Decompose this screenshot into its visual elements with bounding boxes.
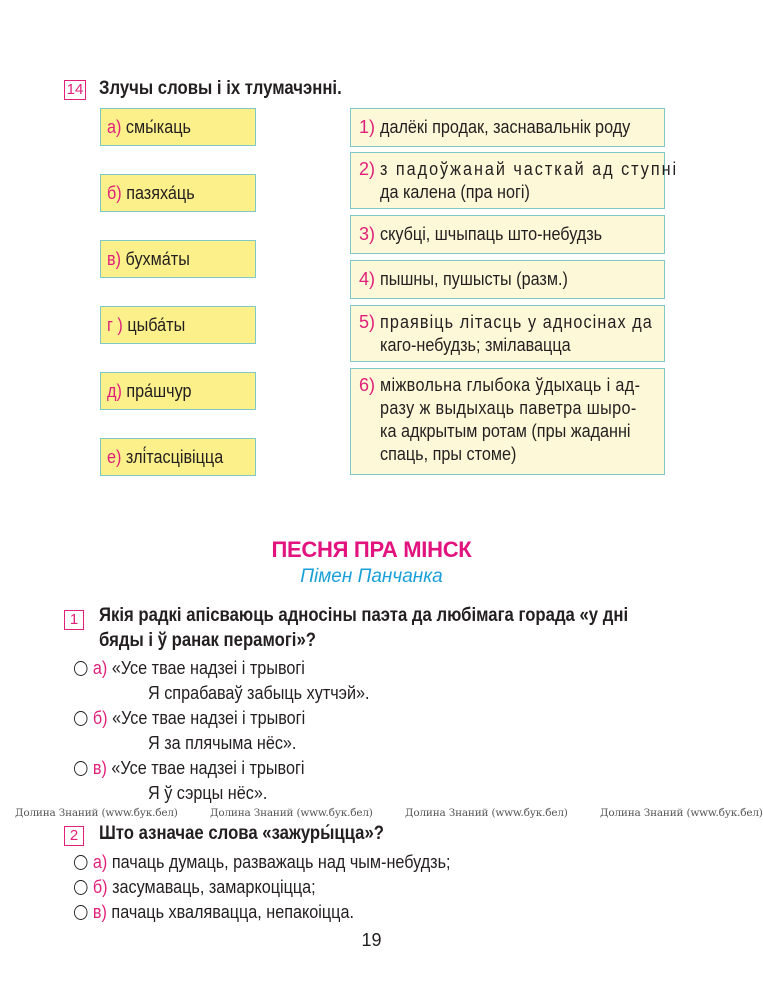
meaning-line: скубці, шчыпаць што-небудзь bbox=[380, 224, 603, 244]
meaning-label: 1) bbox=[359, 117, 376, 137]
option-v[interactable] bbox=[74, 756, 330, 781]
meaning-line: пышны, пушысты (разм.) bbox=[380, 269, 568, 289]
word-label: б) bbox=[107, 183, 122, 203]
radio-button[interactable] bbox=[74, 905, 88, 920]
word-box-g[interactable] bbox=[100, 306, 256, 344]
word-text: злі́тасцівіцца bbox=[125, 447, 224, 467]
radio-button[interactable] bbox=[74, 761, 88, 776]
radio-button[interactable] bbox=[74, 855, 88, 870]
option-label: а) bbox=[92, 658, 108, 678]
radio-button[interactable] bbox=[74, 661, 88, 676]
meaning-box-1[interactable] bbox=[350, 108, 665, 147]
page-number: 19 bbox=[361, 930, 382, 950]
meaning-line: міжвольна глыбока ўдыхаць і ад- bbox=[380, 375, 641, 395]
meaning-label: 3) bbox=[359, 224, 376, 244]
option-text: Я за плячыма нёс». bbox=[148, 733, 297, 753]
option-label: в) bbox=[92, 902, 107, 922]
word-box-d[interactable] bbox=[100, 372, 256, 410]
option-text: «Усе твае надзеі і трывогі bbox=[112, 708, 306, 728]
option-text: «Усе твае надзеі і трывогі bbox=[111, 658, 305, 678]
task-number-badge: 14 bbox=[64, 80, 86, 100]
option-text: пачаць думаць, разважаць над чым-небудзь; bbox=[111, 852, 451, 872]
word-text: пазяха́ць bbox=[126, 183, 195, 203]
radio-button[interactable] bbox=[74, 711, 88, 726]
word-box-v[interactable] bbox=[100, 240, 256, 278]
meaning-line: ка адкрытым ротам (пры жаданні bbox=[380, 421, 631, 441]
option-text: пачаць хвалявацца, непакоіцца. bbox=[111, 902, 354, 922]
task-title-line: Якія радкі апісваюць адносіны паэта да любімага горада «у дні bbox=[99, 605, 629, 626]
meaning-line: спаць, пры стоме) bbox=[380, 444, 517, 464]
meaning-label: 2) bbox=[359, 159, 376, 179]
task-title: Злучы словы і іх тлумачэнні. bbox=[99, 78, 342, 99]
watermark: Долина Знаний (www.бук.бел) bbox=[15, 807, 178, 819]
task-number-badge: 2 bbox=[64, 826, 84, 846]
option-b[interactable] bbox=[74, 875, 343, 900]
meaning-box-2[interactable] bbox=[350, 152, 679, 209]
word-text: цыба́ты bbox=[127, 315, 186, 335]
meaning-line: з падоўжанай часткай ад ступні bbox=[380, 159, 679, 179]
meaning-box-4[interactable] bbox=[350, 260, 665, 299]
option-text: «Усе твае надзеі і трывогі bbox=[111, 758, 305, 778]
meaning-line: далёкі продак, заснавальнік роду bbox=[380, 117, 631, 137]
meaning-line: разу ж выдыхаць паветра шыро- bbox=[380, 398, 637, 418]
watermark: Долина Знаний (www.бук.бел) bbox=[405, 807, 568, 819]
meaning-line: праявіць літасць у адносінах да bbox=[380, 312, 653, 332]
option-label: б) bbox=[92, 877, 108, 897]
task-title: Што азначае слова «зажуры́цца»? bbox=[99, 823, 384, 844]
word-text: пра́шчур bbox=[126, 381, 192, 401]
option-b[interactable] bbox=[74, 706, 331, 731]
meaning-label: 6) bbox=[359, 375, 376, 395]
task-number-badge: 1 bbox=[64, 610, 84, 630]
watermark: Долина Знаний (www.бук.бел) bbox=[600, 807, 763, 819]
word-text: смы́каць bbox=[125, 117, 191, 137]
option-a[interactable] bbox=[74, 656, 331, 681]
word-label: в) bbox=[107, 249, 122, 269]
watermark: Долина Знаний (www.бук.бел) bbox=[210, 807, 373, 819]
word-text: бухма́ты bbox=[125, 249, 190, 269]
option-continuation bbox=[148, 681, 394, 706]
option-text: Я ў сэрцы нёс». bbox=[148, 783, 268, 803]
option-text: Я спрабаваў забыць хутчэй». bbox=[148, 683, 370, 703]
option-continuation bbox=[148, 731, 313, 756]
meaning-box-3[interactable] bbox=[350, 215, 665, 254]
option-text: засумаваць, замаркоціцца; bbox=[112, 877, 316, 897]
option-label: в) bbox=[92, 758, 107, 778]
section-author: Пімен Панчанка bbox=[300, 566, 443, 587]
task-title-line: бяды і ў ранак перамогі»? bbox=[99, 630, 316, 651]
word-box-e[interactable] bbox=[100, 438, 256, 476]
option-label: а) bbox=[92, 852, 108, 872]
section-title: ПЕСНЯ ПРА МІНСК bbox=[271, 537, 472, 562]
option-label: б) bbox=[92, 708, 108, 728]
option-continuation bbox=[148, 781, 281, 806]
radio-button[interactable] bbox=[74, 880, 88, 895]
word-label: а) bbox=[107, 117, 122, 137]
option-v[interactable] bbox=[74, 900, 385, 925]
meaning-label: 4) bbox=[359, 269, 376, 289]
meaning-box-5[interactable] bbox=[350, 305, 665, 362]
meaning-box-6[interactable] bbox=[350, 368, 665, 475]
meaning-line: каго-небудзь; змілавацца bbox=[380, 335, 571, 355]
word-box-b[interactable] bbox=[100, 174, 256, 212]
word-box-a[interactable] bbox=[100, 108, 256, 146]
word-label: д) bbox=[107, 381, 122, 401]
meaning-line: да калена (пра ногі) bbox=[380, 182, 530, 202]
word-label: е) bbox=[107, 447, 122, 467]
option-a[interactable] bbox=[74, 850, 492, 875]
meaning-label: 5) bbox=[359, 312, 376, 332]
word-label: г ) bbox=[107, 315, 123, 335]
